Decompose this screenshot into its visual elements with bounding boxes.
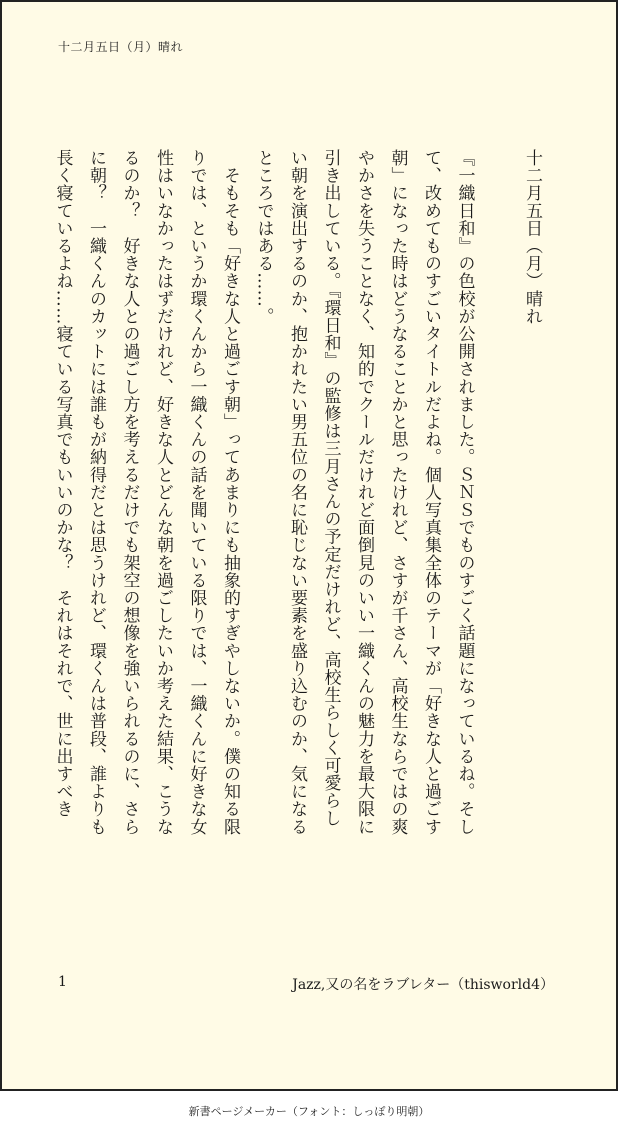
text-line: 『一織日和』の色校が公開されました。ＳＮＳでものすごく話題になっているね。そし [454,149,475,836]
text-line: 朝」になった時はどうなることかと思ったけれど、さすが千さん、高校生ならではの爽 [387,149,408,836]
running-header: 十二月五日（月）晴れ [58,40,184,54]
text-line: りでは、というか環くんから一織くんの話を聞いている限りでは、一織くんに好きな女 [186,149,207,836]
book-title: Jazz,又の名をラブレター（thisworld4） [292,977,554,993]
vertical-body-text [45,149,548,929]
text-line: 性はいなかったはずだけれど、好きな人とどんな朝を過ごしたいか考えた結果、こうな [153,149,173,836]
text-line: 長く寝ているよね……寝ている写真でもいいのかな？ それはそれで、世に出すべき [52,149,73,818]
text-line: そもそも「好きな人と過ごす朝」ってあまりにも抽象的すぎやしないか。僕の知る限 [220,149,240,836]
text-line: て、改めてものすごいタイトルだよね。個人写真集全体のテーマが「好きな人と過ごす [421,149,441,836]
generator-credit: 新書ページメーカー（フォント：しっぽり明朝） [188,1105,430,1118]
text-line: ところではある……。 [253,149,274,325]
text-line: に朝？ 一織くんのカットには誰もが納得だとは思うけれど、環くんは普段、誰よりも [86,149,106,836]
page-number: 1 [58,974,67,990]
text-line: い朝を演出するのか、抱かれたい男五位の名に恥じない要素を盛り込むのか、気になる [287,149,307,836]
chapter-heading: 十二月五日（月）晴れ [522,149,542,325]
text-line: 引き出している。『環日和』の監修は三月さんの予定だけれど、高校生らしく可愛らし [320,149,341,827]
text-line: るのか？ 好きな人との過ごし方を考えるだけでも架空の想像を強いられるのに、さら [119,149,140,836]
text-line: やかさを失うことなく、知的でクールだけれど面倒見のいい一織くんの魅力を最大限に [354,149,374,836]
